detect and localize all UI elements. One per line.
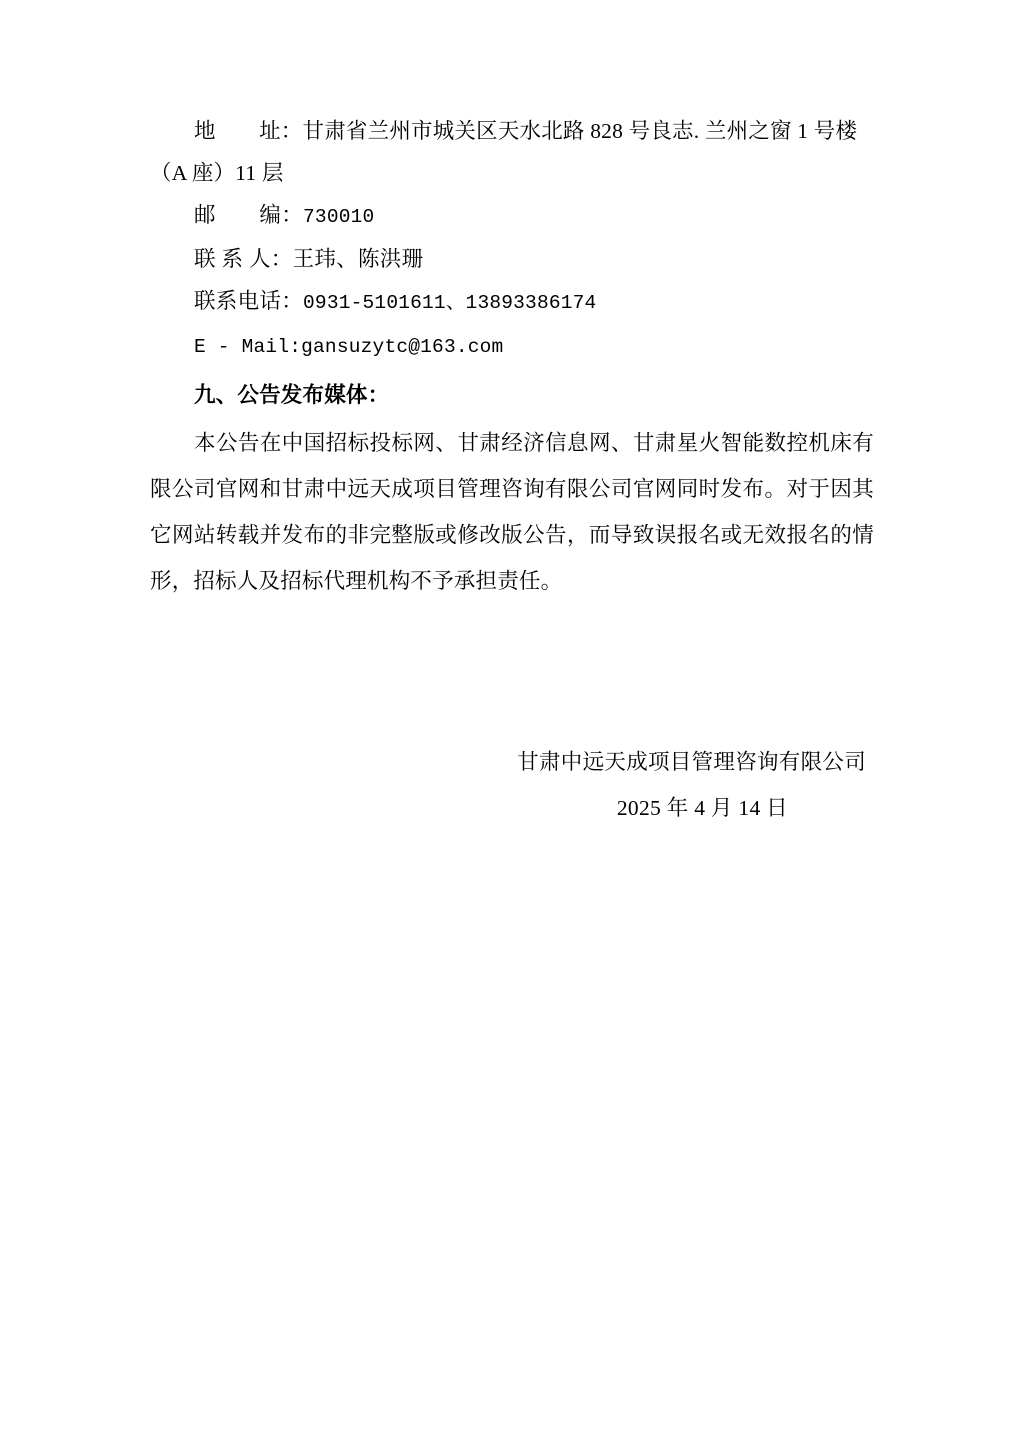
address-value: 甘肃省兰州市城关区天水北路 828 号良志. 兰州之窗 1 号楼（A 座）11 层 bbox=[150, 119, 858, 185]
announcement-media-paragraph: 本公告在中国招标投标网、甘肃经济信息网、甘肃星火智能数控机床有限公司官网和甘肃中远天成项目管理咨询有限公司官网同时发布。对于因其它网站转载并发布的非完整版或修改版公告，而导致误报名或无效报名的情形，招标人及招标代理机构不予承担责任。 bbox=[150, 431, 874, 593]
signature-company: 甘肃中远天成项目管理咨询有限公司 bbox=[517, 750, 866, 774]
telephone-value: 0931-5101611、13893386174 bbox=[303, 292, 597, 314]
telephone-label: 联系电话： bbox=[194, 289, 304, 313]
postcode-value: 730010 bbox=[303, 206, 375, 228]
contact-person-line bbox=[150, 238, 874, 280]
email-label: E - Mail: bbox=[194, 336, 302, 358]
section-heading-announcement-media: 九、公告发布媒体： bbox=[194, 383, 390, 408]
email-value: gansuzytc@163.com bbox=[301, 336, 504, 358]
email-line bbox=[150, 324, 874, 368]
postcode-label: 邮 编： bbox=[194, 203, 304, 227]
telephone-line bbox=[150, 280, 874, 324]
postcode-line bbox=[150, 194, 874, 238]
contact-information-block bbox=[150, 110, 874, 368]
contact-person-value: 王玮、陈洪珊 bbox=[292, 247, 424, 271]
address-label: 地 址： bbox=[194, 119, 303, 143]
contact-person-label: 联 系 人： bbox=[194, 247, 293, 271]
signature-block bbox=[150, 739, 874, 831]
address-line bbox=[150, 110, 874, 194]
signature-date: 2025 年 4 月 14 日 bbox=[616, 796, 788, 820]
